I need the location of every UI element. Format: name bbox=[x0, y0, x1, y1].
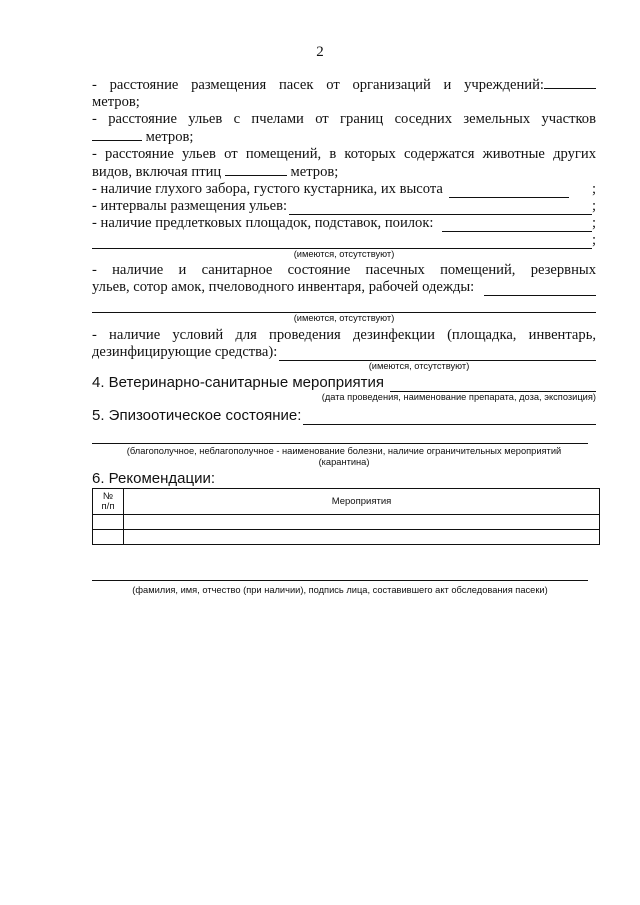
epi-caption: (благополучное, неблагополучное - наименование болезни, наличие ограничительных мероприятий bbox=[126, 446, 562, 456]
item-distance-plots-line2 bbox=[92, 128, 596, 146]
platforms-blank-2[interactable] bbox=[92, 235, 592, 249]
section-epi-title: 5. Эпизоотическое состояние: bbox=[92, 407, 302, 424]
distance-plots-blank[interactable] bbox=[92, 128, 142, 141]
semicolon: ; bbox=[591, 181, 596, 197]
section-epi bbox=[92, 407, 596, 425]
table-cell[interactable] bbox=[93, 515, 124, 530]
item-disinfection-text: дезинфицирующие средства): bbox=[92, 344, 278, 360]
item-distance-rooms-text: видов, включая птиц bbox=[92, 164, 222, 180]
item-distance-orgs-text: - расстояние размещения пасек от организаций и учреждений: bbox=[92, 77, 544, 93]
item-fence bbox=[92, 181, 596, 198]
item-distance-rooms-unit: метров; bbox=[290, 164, 339, 180]
premises-blank[interactable] bbox=[484, 282, 596, 296]
caption-present-3: (имеются, отсутствуют) bbox=[368, 361, 470, 371]
item-platforms-line2 bbox=[92, 232, 596, 249]
disinfection-blank[interactable] bbox=[279, 347, 596, 361]
fence-blank[interactable] bbox=[449, 184, 569, 198]
intervals-blank[interactable] bbox=[289, 201, 592, 215]
item-intervals-text: - интервалы размещения ульев: bbox=[92, 198, 288, 214]
semicolon: ; bbox=[591, 198, 596, 214]
page-number: 2 bbox=[316, 44, 324, 60]
item-premises-text: ульев, сотор амок, пчеловодного инвентаря, рабочей одежды: bbox=[92, 279, 475, 295]
table-row bbox=[93, 530, 600, 545]
table-cell[interactable] bbox=[124, 530, 600, 545]
item-premises: - наличие и санитарное состояние пасечных помещений, резервных bbox=[92, 262, 596, 278]
epi-caption-2: (карантина) bbox=[318, 457, 370, 467]
vet-caption: (дата проведения, наименование препарата, доза, экспозиция) bbox=[321, 392, 596, 402]
col-measure-header: Мероприятия bbox=[124, 489, 600, 515]
table-header-row bbox=[93, 489, 600, 515]
epi-blank-2[interactable] bbox=[92, 429, 588, 444]
col-num-header bbox=[93, 489, 124, 515]
table-row bbox=[93, 515, 600, 530]
item-distance-plots-unit: метров; bbox=[145, 129, 194, 145]
semicolon: ; bbox=[591, 232, 596, 248]
caption-present-2: (имеются, отсутствуют) bbox=[293, 313, 395, 323]
table-cell[interactable] bbox=[124, 515, 600, 530]
semicolon: ; bbox=[591, 215, 596, 231]
section-vet-title: 4. Ветеринарно-санитарные мероприятия bbox=[92, 374, 385, 391]
distance-rooms-blank[interactable] bbox=[225, 163, 287, 176]
platforms-blank[interactable] bbox=[442, 218, 592, 232]
item-platforms bbox=[92, 215, 596, 232]
item-disinfection: - наличие условий для проведения дезинфекции (площадка, инвентарь, bbox=[92, 327, 596, 343]
item-platforms-text: - наличие предлетковых площадок, подставок, поилок: bbox=[92, 215, 434, 231]
item-distance-plots: - расстояние ульев с пчелами от границ соседних земельных участков bbox=[92, 111, 596, 127]
section-vet bbox=[92, 374, 596, 392]
item-disinfection-line2 bbox=[92, 344, 596, 361]
premises-blank-2[interactable] bbox=[92, 298, 596, 313]
item-distance-orgs bbox=[92, 76, 596, 94]
col-num-label: п/п bbox=[101, 500, 115, 512]
form-body bbox=[92, 76, 596, 545]
item-premises-line2 bbox=[92, 279, 596, 296]
caption-present-1: (имеются, отсутствуют) bbox=[293, 249, 395, 259]
item-distance-rooms: - расстояние ульев от помещений, в которых содержатся животные других bbox=[92, 146, 596, 162]
signature-caption: (фамилия, имя, отчество (при наличии), подпись лица, составившего акт обследования пасеки) bbox=[132, 585, 548, 595]
recommendations-table bbox=[92, 488, 600, 545]
distance-orgs-blank[interactable] bbox=[544, 76, 596, 89]
table-cell[interactable] bbox=[93, 530, 124, 545]
item-distance-orgs-unit: метров; bbox=[92, 94, 140, 110]
item-fence-text: - наличие глухого забора, густого кустарника, их высота bbox=[92, 181, 443, 197]
signature-line[interactable] bbox=[92, 580, 588, 581]
epi-blank[interactable] bbox=[303, 411, 596, 425]
section-recommendations-title: 6. Рекомендации: bbox=[92, 470, 215, 487]
vet-blank[interactable] bbox=[390, 378, 596, 392]
item-distance-rooms-line2 bbox=[92, 163, 596, 181]
col-num-symbol: № bbox=[102, 490, 114, 502]
item-intervals bbox=[92, 198, 596, 215]
